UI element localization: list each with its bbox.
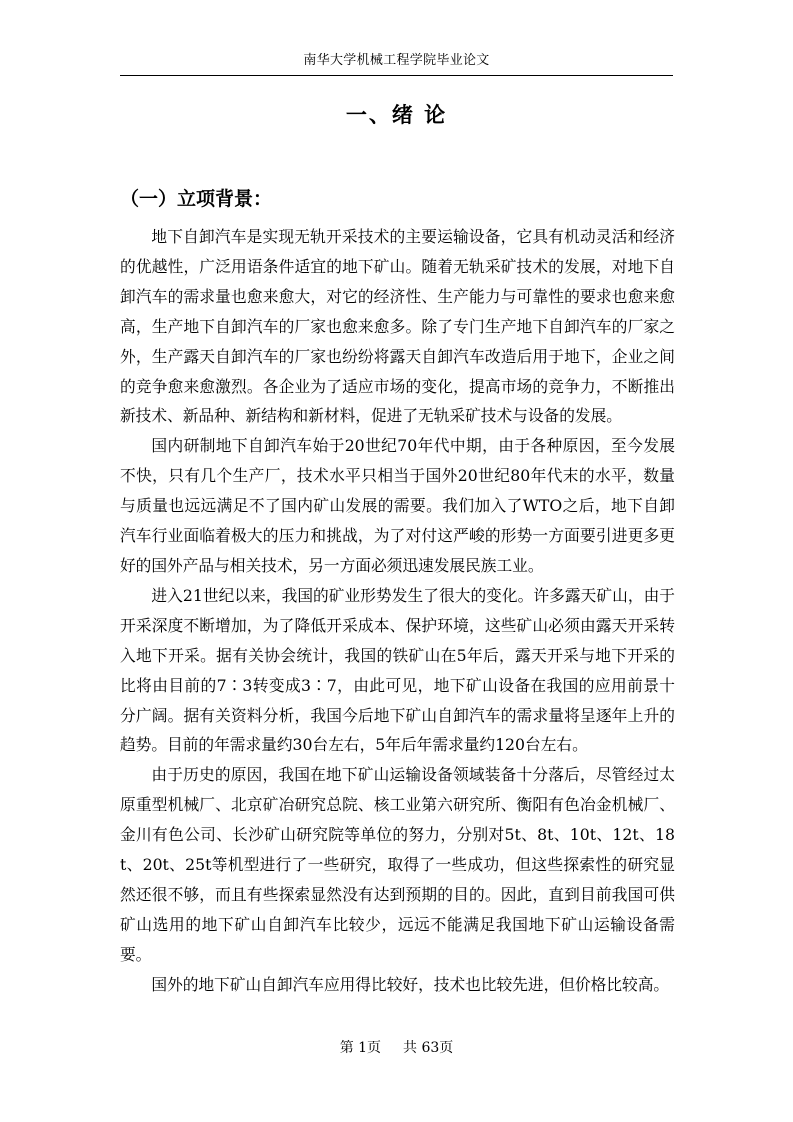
page-number: 第 1页	[339, 1040, 382, 1056]
paragraph-5: 国外的地下矿山自卸汽车应用得比较好，技术也比较先进，但价格比较高。	[151, 974, 670, 994]
chapter-title: 一、绪 论	[345, 103, 448, 127]
paragraph-3: 进入21世纪以来，我国的矿业形势发生了很大的变化。许多露天矿山，由于开采深度不断增加，为了降低开采成本、保护环境，这些矿山必须由露天开采转入地下开采。据有关协会统计，我国的铁矿山在5年后，露天开采与地下开采的比将由目前的7∶3转变成3∶7，由此可见，地下矿山设备在我国的应用前景十分广阔。据有关资料分析，我国今后地下矿山自卸汽车的需求量将呈逐年上升的趋势。目前的年需求量约30台左右，5年后年需求量约120台左右。	[120, 585, 675, 755]
paragraph-1: 地下自卸汽车是实现无轨开采技术的主要运输设备，它具有机动灵活和经济的优越性，广泛用语条件适宜的地下矿山。随着无轨采矿技术的发展，对地下自卸汽车的需求量也愈来愈大，对它的经济性、生产能力与可靠性的要求也愈来愈高，生产地下自卸汽车的厂家也愈来愈多。除了专门生产地下自卸汽车的厂家之外，生产露天自卸汽车的厂家也纷纷将露天自卸汽车改造后用于地下，企业之间的竞争愈来愈激烈。各企业为了适应市场的变化，提高市场的竞争力，不断推出新技术、新品种、新结构和新材料，促进了无轨采矿技术与设备的发展。	[120, 227, 675, 426]
paragraph-4: 由于历史的原因，我国在地下矿山运输设备领域装备十分落后，尽管经过太原重型机械厂、北京矿冶研究总院、核工业第六研究所、衡阳有色冶金机械厂、金川有色公司、长沙矿山研究院等单位的努力，分别对5t、8t、10t、12t、18t、20t、25t等机型进行了一些研究，取得了一些成功，但这些探索性的研究显然还很不够，而且有些探索显然没有达到预期的目的。因此，直到目前我国可供矿山选用的地下矿山自卸汽车比较少，远远不能满足我国地下矿山运输设备需要。	[120, 765, 676, 964]
section-title: （一）立项背景：	[120, 188, 273, 210]
paragraph-2: 国内研制地下自卸汽车始于20世纪70年代中期，由于各种原因，至今发展不快，只有几个生产厂，技术水平只相当于国外20世纪80年代末的水平，数量与质量也远远满足不了国内矿山发展的需要。我们加入了WTO之后，地下自卸汽车行业面临着极大的压力和挑战，为了对付这严峻的形势一方面要引进更多更好的国外产品与相关技术，另一方面必须迅速发展民族工业。	[120, 436, 675, 575]
running-header: 南华大学机械工程学院毕业论文	[303, 53, 490, 68]
body-text	[120, 222, 675, 1000]
page-footer	[120, 1038, 673, 1058]
header-rule	[120, 75, 673, 76]
page-total: 共 63页	[403, 1040, 454, 1056]
